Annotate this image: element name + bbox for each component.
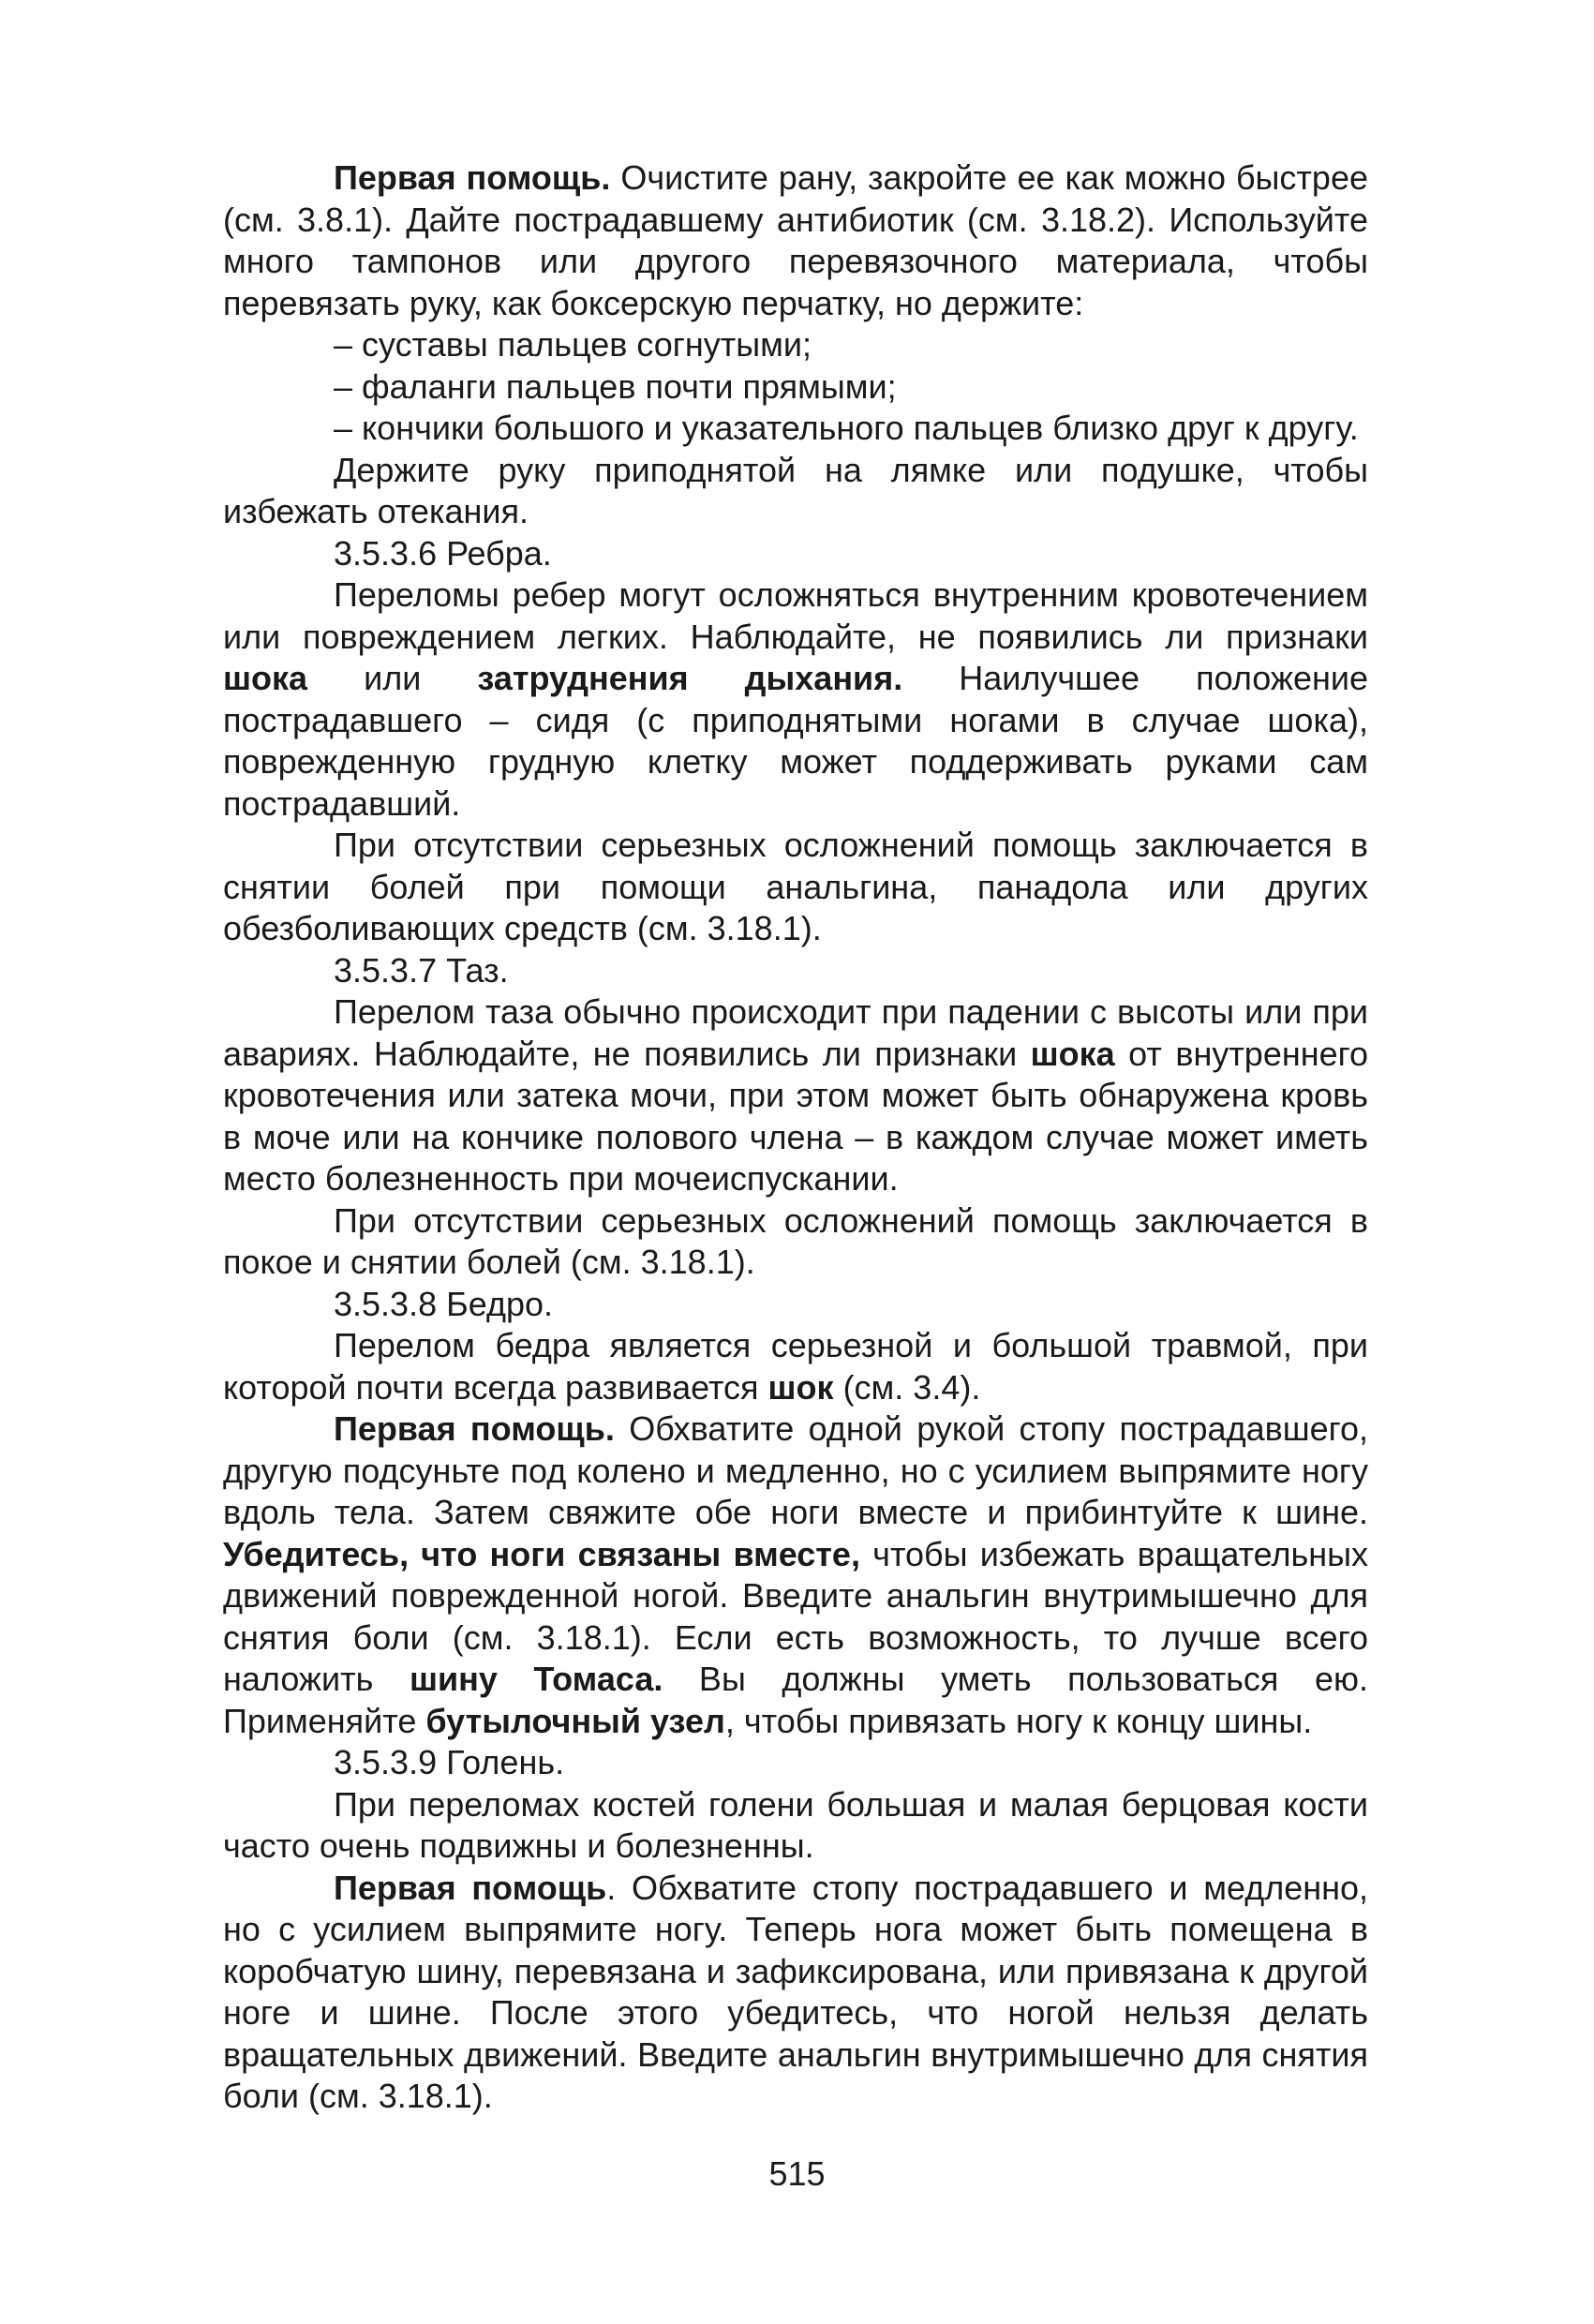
text-run: Вы должны уметь пользоваться ею. Применяйте	[223, 1660, 1368, 1740]
paragraph	[223, 1200, 1368, 1284]
text-run: чтобы избежать вращательных движений поврежденной ногой. Введите анальгин внутримышечно для снятия боли (см. 3.18.1). Если есть возможность, то лучше всего наложить	[223, 1534, 1369, 1698]
paragraph	[223, 1742, 1368, 1784]
paragraph	[223, 825, 1368, 950]
paragraph	[223, 408, 1368, 450]
text-run: 3.5.3.7 Таз.	[334, 950, 509, 990]
body-text	[223, 157, 1368, 2118]
paragraph	[223, 1868, 1368, 2118]
text-run: Перелом таза обычно происходит при падении с высоты или при авариях. Наблюдайте, не появились ли признаки	[223, 992, 1368, 1073]
text-run: 3.5.3.6 Ребра.	[334, 533, 552, 573]
bold-text-run: шока	[223, 659, 308, 697]
bold-text-run: шок	[767, 1367, 834, 1407]
text-run: 3.5.3.8 Бедро.	[334, 1284, 553, 1323]
paragraph	[223, 991, 1368, 1200]
text-run: 3.5.3.9 Голень.	[334, 1743, 565, 1781]
paragraph	[223, 1408, 1368, 1742]
text-run: При переломах костей голени большая и малая берцовая кости часто очень подвижны и болезненны.	[223, 1784, 1368, 1865]
bold-text-run: Первая помощь	[334, 1868, 607, 1907]
bold-text-run: бутылочный узел	[425, 1701, 725, 1740]
paragraph	[223, 1325, 1368, 1408]
bold-text-run: Убедитесь, что ноги связаны вместе,	[223, 1534, 860, 1573]
text-run: Наилучшее положение пострадавшего – сидя (с приподнятыми ногами в случае шока), поврежденную грудную клетку может поддерживать руками сам пострадавший.	[223, 659, 1369, 823]
paragraph	[223, 450, 1368, 533]
paragraph	[223, 324, 1368, 366]
bold-text-run: шину Томаса.	[409, 1660, 663, 1698]
text-run: При отсутствии серьезных осложнений помощь заключается в снятии болей при помощи анальгина, панадола или других обезболивающих средств (см. 3.18.1).	[223, 826, 1368, 947]
text-run: Переломы ребер могут осложняться внутренним кровотечением или повреждением легких. Наблюдайте, не появились ли признаки	[223, 575, 1368, 656]
bold-text-run: Первая помощь.	[334, 158, 611, 197]
bold-text-run: затруднения дыхания.	[477, 659, 903, 697]
page-number: 515	[768, 2154, 826, 2193]
paragraph	[223, 1284, 1368, 1326]
paragraph	[223, 366, 1368, 409]
text-run: – кончики большого и указательного пальцев близко друг к другу.	[334, 409, 1359, 447]
paragraph	[223, 950, 1368, 992]
text-run: Очистите рану, закройте ее как можно быстрее (см. 3.8.1). Дайте пострадавшему антибиотик (см. 3.18.2). Используйте много тампонов или другого перевязочного материала, чтобы перевязать руку, как боксерскую перчатку, но держите:	[223, 158, 1368, 322]
text-run: (см. 3.4).	[833, 1367, 981, 1407]
bold-text-run: шока	[1030, 1034, 1115, 1073]
text-run: Перелом бедра является серьезной и большой травмой, при которой почти всегда развивается	[223, 1326, 1368, 1407]
text-run: – фаланги пальцев почти прямыми;	[334, 366, 897, 406]
text-run: , чтобы привязать ногу к концу шины.	[724, 1701, 1313, 1740]
paragraph	[223, 533, 1368, 575]
text-run: или	[307, 659, 478, 697]
text-run: Обхватите одной рукой стопу пострадавшего, другую подсуньте под колено и медленно, но с усилием выпрямите ногу вдоль тела. Затем свяжите обе ноги вместе и прибинтуйте к шине.	[223, 1409, 1368, 1531]
paragraph	[223, 574, 1368, 825]
text-run: При отсутствии серьезных осложнений помощь заключается в покое и снятии болей (см. 3.18.1).	[223, 1200, 1368, 1281]
bold-text-run: Первая помощь.	[334, 1409, 615, 1448]
text-run: – суставы пальцев согнутыми;	[334, 325, 812, 364]
text-run: Держите руку приподнятой на лямке или подушке, чтобы избежать отекания.	[223, 450, 1368, 530]
paragraph	[223, 1784, 1368, 1868]
text-run: от внутреннего кровотечения или затека мочи, при этом может быть обнаружена кровь в моче или на кончике полового члена – в каждом случае может иметь место болезненность при мочеиспускании.	[223, 1034, 1368, 1198]
text-run: . Обхватите стопу пострадавшего и медленно, но с усилием выпрямите ногу. Теперь нога может быть помещена в коробчатую шину, перевязана и зафиксирована, или привязана к другой ноге и шине. После этого убедитесь, что ногой нельзя делать вращательных движений. Введите анальгин внутримышечно для снятия боли (см. 3.18.1).	[223, 1868, 1369, 2115]
paragraph	[223, 157, 1368, 324]
